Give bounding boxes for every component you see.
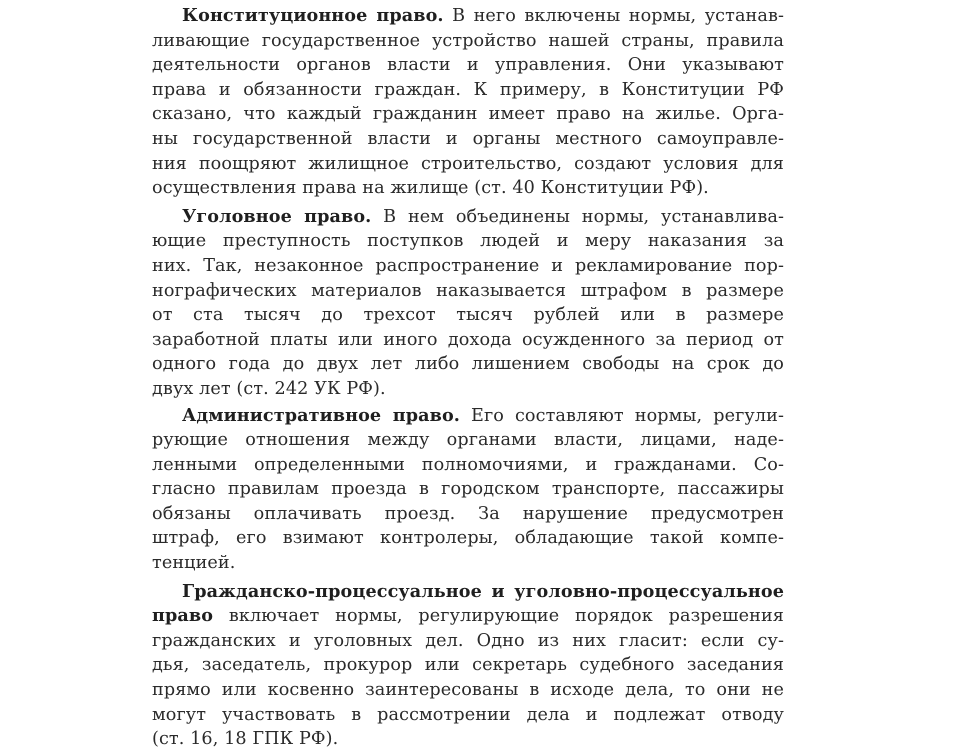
text-line: тенцией. xyxy=(152,553,236,574)
paragraph-criminal-law xyxy=(148,205,788,402)
text-line: деятельности органов власти и управления. Они указывают xyxy=(152,55,784,76)
text-line: ния поощряют жилищное строительство, создают условия для xyxy=(152,153,784,174)
text-line: гражданских и уголовных дел. Одно из них гласит: если су- xyxy=(152,630,784,651)
text-line: права и обязанности граждан. К примеру, в Конституции РФ xyxy=(152,79,784,100)
term-heading: право xyxy=(152,605,214,627)
paragraph-constitutional-law xyxy=(148,4,788,201)
text-line: одного года до двух лет либо лишением свободы на срок до xyxy=(152,354,784,375)
term-heading: Уголовное право. xyxy=(182,205,372,227)
text-line: ны государственной власти и органы местного самоуправле- xyxy=(152,128,784,149)
text-line: заработной платы или иного дохода осужденного за период от xyxy=(152,329,784,350)
text-line: ленными определенными полномочиями, и гражданами. Со- xyxy=(152,454,784,475)
term-heading: Гражданско-процессуальное и уголовно-процессуальное xyxy=(182,580,784,602)
text-line: Конституционное право. В него включены нормы, устанав- xyxy=(182,5,784,26)
text-line: прямо или косвенно заинтересованы в исходе дела, то они не xyxy=(152,680,784,701)
text-line: двух лет (ст. 242 УК РФ). xyxy=(152,378,386,399)
text-line: могут участвовать в рассмотрении дела и подлежат отводу xyxy=(152,704,784,725)
text-line: дья, заседатель, прокурор или секретарь судебного заседания xyxy=(152,655,784,676)
text-line: Уголовное право. В нем объединены нормы, устанавлива- xyxy=(182,205,784,227)
text-line: право включает нормы, регулирующие порядок разрешения xyxy=(152,605,784,627)
text-line: штраф, его взимают контролеры, обладающие такой компе- xyxy=(152,528,784,549)
text-line: рующие отношения между органами власти, лицами, наде- xyxy=(152,430,784,451)
text-line: от ста тысяч до трехсот тысяч рублей или в размере xyxy=(152,305,784,326)
term-heading: Конституционное право. xyxy=(182,5,444,26)
text-line: Административное право. Его составляют нормы, регули- xyxy=(182,404,784,426)
text-line: осуществления права на жилище (ст. 40 Конституции РФ). xyxy=(152,178,709,199)
text-line: (ст. 16, 18 ГПК РФ). xyxy=(152,729,339,750)
text-line: нографических материалов наказывается штрафом в размере xyxy=(152,280,784,301)
term-heading: Административное право. xyxy=(182,404,461,426)
text-line: них. Так, незаконное распространение и рекламирование пор- xyxy=(152,255,784,276)
text-line: ливающие государственное устройство нашей страны, правила xyxy=(152,30,784,51)
textbook-page xyxy=(148,0,788,750)
paragraph-procedural-law xyxy=(148,580,788,752)
text-line: сказано, что каждый гражданин имеет право на жилье. Орга- xyxy=(152,104,784,125)
paragraph-administrative-law xyxy=(148,404,788,576)
text-line xyxy=(148,580,788,605)
text-line: гласно правилам проезда в городском транспорте, пассажиры xyxy=(152,479,784,500)
text-line: обязаны оплачивать проезд. За нарушение предусмотрен xyxy=(152,503,784,524)
text-line: ющие преступность поступков людей и меру наказания за xyxy=(152,231,784,252)
